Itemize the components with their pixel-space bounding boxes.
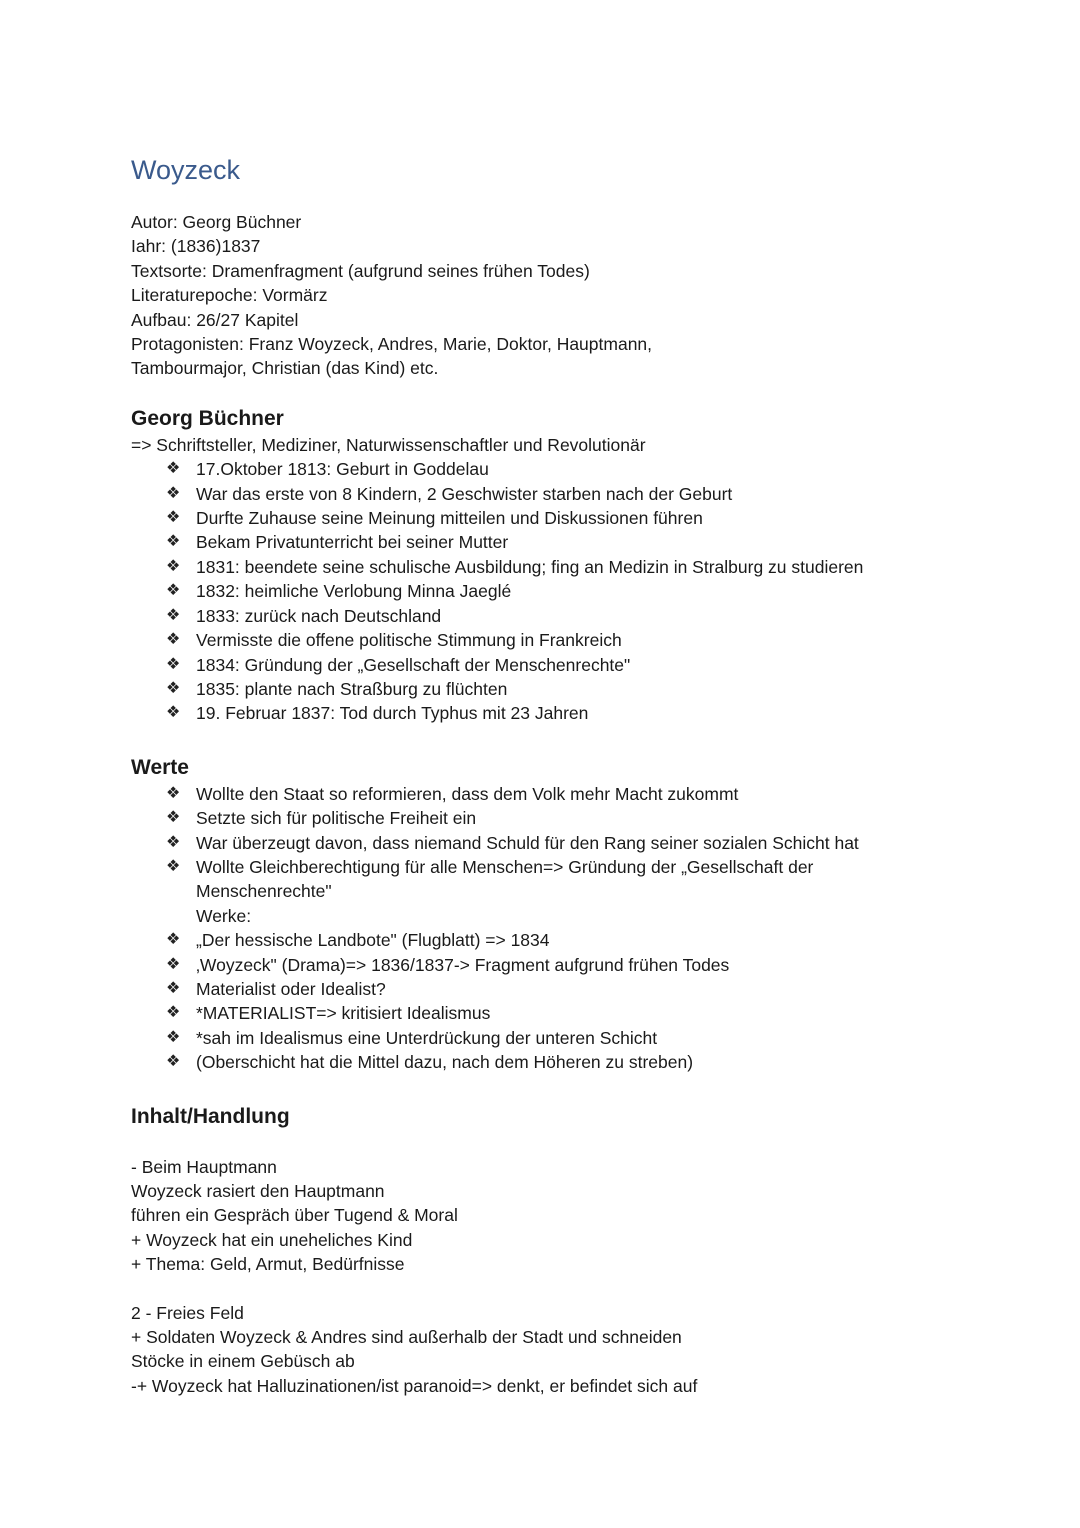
diamond-bullet-icon: ❖ (166, 979, 181, 997)
diamond-bullet-icon: ❖ (166, 655, 181, 673)
list-item: ❖ 1834: Gründung der „Gesellschaft der Menschenrechte" (166, 653, 951, 677)
diamond-bullet-icon: ❖ (166, 509, 181, 527)
list-item: ❖ 1832: heimliche Verlobung Minna Jaeglé (166, 579, 951, 603)
diamond-bullet-icon: ❖ (166, 833, 181, 851)
scene-1-block (131, 1155, 951, 1277)
meta-line: Tambourmajor, Christian (das Kind) etc. (131, 358, 439, 379)
diamond-bullet-icon: ❖ (166, 857, 181, 875)
list-item: ❖ Wollte den Staat so reformieren, dass dem Volk mehr Macht zukommt (166, 782, 951, 806)
diamond-bullet-icon: ❖ (166, 460, 181, 478)
werke-label: Werke: (196, 905, 252, 926)
diamond-bullet-icon: ❖ (166, 809, 181, 827)
list-item: ❖ Wollte Gleichberechtigung für alle Menschen=> Gründung der „Gesellschaft der (166, 855, 951, 879)
list-item: ❖ (Oberschicht hat die Mittel dazu, nach dem Höheren zu streben) (166, 1050, 951, 1074)
meta-line: Aufbau: 26/27 Kapitel (131, 309, 299, 330)
diamond-bullet-icon: ❖ (166, 784, 181, 802)
scene-line: Woyzeck rasiert den Hauptmann (131, 1181, 385, 1201)
meta-line: Literaturepoche: Vormärz (131, 285, 328, 306)
scene-line: + Thema: Geld, Armut, Bedürfnisse (131, 1254, 405, 1275)
diamond-bullet-icon: ❖ (166, 631, 181, 649)
scene-2-block (131, 1301, 951, 1399)
list-item: ❖ Setzte sich für politische Freiheit ein (166, 806, 951, 830)
section-heading-werte: Werte (131, 755, 189, 779)
list-item: ❖ 17.Oktober 1813: Geburt in Goddelau (166, 457, 951, 481)
list-item: ❖ *MATERIALIST=> kritisiert Idealismus (166, 1001, 951, 1025)
list-item: ❖ War das erste von 8 Kindern, 2 Geschwister starben nach der Geburt (166, 482, 951, 506)
list-item: ❖ Bekam Privatunterricht bei seiner Mutter (166, 530, 951, 554)
list-item: ❖ War überzeugt davon, dass niemand Schuld für den Rang seiner sozialen Schicht hat (166, 831, 951, 855)
scene-line: + Soldaten Woyzeck & Andres sind außerhalb der Stadt und schneiden (131, 1327, 682, 1348)
section-heading-buechner: Georg Büchner (131, 406, 284, 430)
meta-block (131, 210, 951, 381)
meta-line: Protagonisten: Franz Woyzeck, Andres, Marie, Doktor, Hauptmann, (131, 334, 653, 355)
list-item: ❖ *sah im Idealismus eine Unterdrückung der unteren Schicht (166, 1026, 951, 1050)
spacer (131, 1277, 951, 1301)
spacer (131, 1131, 951, 1155)
scene-line: Stöcke in einem Gebüsch ab (131, 1351, 355, 1372)
list-item: ❖ Materialist oder Idealist? (166, 977, 951, 1001)
diamond-bullet-icon: ❖ (166, 679, 181, 697)
list-item: ❖ 19. Februar 1837: Tod durch Typhus mit 23 Jahren (166, 701, 951, 725)
scene-line: + Woyzeck hat ein uneheliches Kind (131, 1229, 413, 1250)
werke-bullet-list (131, 928, 951, 1074)
diamond-bullet-icon: ❖ (166, 931, 181, 949)
werte-bullet-list (131, 782, 951, 880)
scene-line: führen ein Gespräch über Tugend & Moral (131, 1205, 458, 1226)
list-item: ❖ 1831: beendete seine schulische Ausbildung; fing an Medizin in Stralburg zu studieren (166, 555, 951, 579)
list-item: ❖ Vermisste die offene politische Stimmung in Frankreich (166, 628, 951, 652)
section-heading-inhalt: Inhalt/Handlung (131, 1104, 290, 1128)
scene-line: - Beim Hauptmann (131, 1156, 277, 1177)
meta-line: Textsorte: Dramenfragment (aufgrund seines frühen Todes) (131, 260, 590, 281)
list-item: ❖ „Der hessische Landbote" (Flugblatt) => 1834 (166, 928, 951, 952)
diamond-bullet-icon: ❖ (166, 606, 181, 624)
diamond-bullet-icon: ❖ (166, 533, 181, 551)
diamond-bullet-icon: ❖ (166, 557, 181, 575)
list-item: ❖ 1833: zurück nach Deutschland (166, 604, 951, 628)
buechner-bullet-list (131, 457, 951, 725)
diamond-bullet-icon: ❖ (166, 484, 181, 502)
scene-line: -+ Woyzeck hat Halluzinationen/ist paranoid=> denkt, er befindet sich auf (131, 1375, 698, 1396)
werte-continuation: Menschenrechte" (196, 881, 332, 902)
document-page (131, 152, 951, 1398)
list-item: ❖ Durfte Zuhause seine Meinung mitteilen und Diskussionen führen (166, 506, 951, 530)
document-title: Woyzeck (131, 155, 241, 185)
scene-line: 2 - Freies Feld (131, 1302, 244, 1323)
diamond-bullet-icon: ❖ (166, 704, 181, 722)
buechner-intro: => Schriftsteller, Mediziner, Naturwissenschaftler und Revolutionär (131, 434, 646, 455)
list-item: ❖ ‚Woyzeck" (Drama)=> 1836/1837-> Fragment aufgrund frühen Todes (166, 953, 951, 977)
diamond-bullet-icon: ❖ (166, 1053, 181, 1071)
spacer (131, 726, 951, 754)
diamond-bullet-icon: ❖ (166, 582, 181, 600)
meta-line: Autor: Georg Büchner (131, 212, 302, 232)
diamond-bullet-icon: ❖ (166, 955, 181, 973)
diamond-bullet-icon: ❖ (166, 1028, 181, 1046)
meta-line: Iahr: (1836)1837 (131, 236, 261, 257)
spacer (131, 1075, 951, 1103)
diamond-bullet-icon: ❖ (166, 1004, 181, 1022)
list-item: ❖ 1835: plante nach Straßburg zu flüchten (166, 677, 951, 701)
